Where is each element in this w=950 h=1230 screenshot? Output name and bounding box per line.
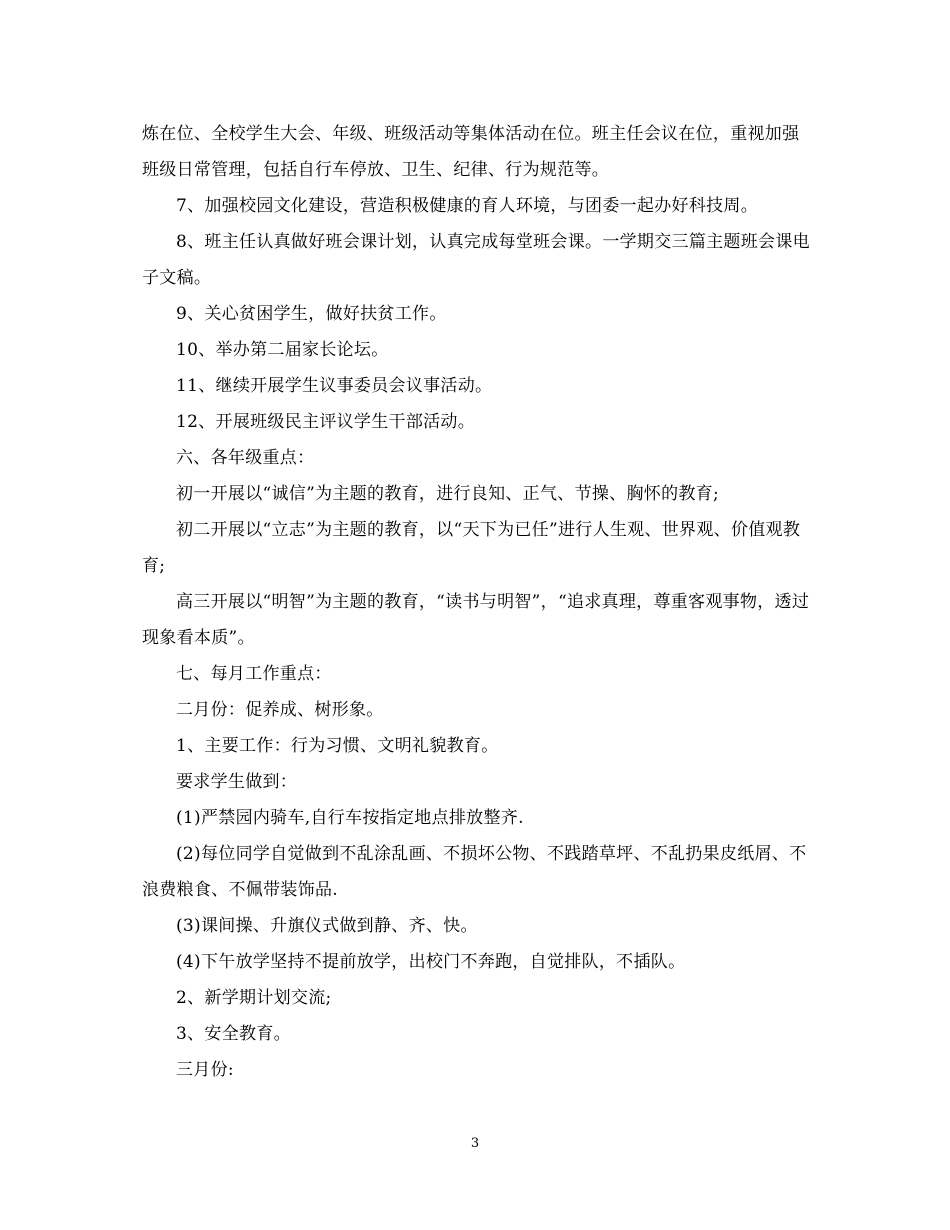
paragraph: 初一开展以“诚信”为主题的教育，进行良知、正气、节操、胸怀的教育; [176, 484, 720, 504]
paragraph: 7、加强校园文化建设，营造积极健康的育人环境，与团委一起办好科技周。 [176, 196, 759, 216]
paragraph: 炼在位、全校学生大会、年级、班级活动等集体活动在位。班主任会议在位，重视加强班级日常管理，包括自行车停放、卫生、纪律、行为规范等。 [142, 124, 800, 180]
section-heading: 六、各年级重点： [176, 448, 315, 468]
paragraph: 11、继续开展学生议事委员会议事活动。 [176, 376, 493, 396]
section-heading: 七、每月工作重点： [176, 664, 332, 684]
paragraph: (3)课间操、升旗仪式做到静、齐、快。 [176, 916, 478, 936]
paragraph: 三月份: [176, 1060, 234, 1080]
paragraph: (2)每位同学自觉做到不乱涂乱画、不损坏公物、不践踏草坪、不乱扔果皮纸屑、不浪费粮食、不佩带装饰品. [142, 844, 807, 900]
paragraph: 要求学生做到： [176, 772, 298, 792]
paragraph: 3、安全教育。 [176, 1024, 291, 1044]
page-number: 3 [470, 1136, 480, 1151]
paragraph: (1)严禁园内骑车,自行车按指定地点排放整齐. [176, 808, 524, 828]
paragraph: 8、班主任认真做好班会课计划，认真完成每堂班会课。一学期交三篇主题班会课电子文稿。 [142, 232, 810, 288]
paragraph: 10、举办第二届家长论坛。 [176, 340, 389, 360]
paragraph: 2、新学期计划交流; [176, 988, 332, 1008]
paragraph: 1、主要工作：行为习惯、文明礼貌教育。 [176, 736, 499, 756]
paragraph: 二月份：促养成、树形象。 [176, 700, 384, 720]
paragraph: 12、开展班级民主评议学生干部活动。 [176, 412, 476, 432]
document-body [142, 116, 810, 1088]
paragraph: 9、关心贫困学生，做好扶贫工作。 [176, 304, 447, 324]
paragraph: 高三开展以“明智”为主题的教育，“读书与明智”，“追求真理，尊重客观事物，透过现象看本质”。 [142, 592, 810, 648]
paragraph: 初二开展以“立志”为主题的教育，以“天下为已任”进行人生观、世界观、价值观教育; [142, 520, 801, 576]
paragraph: (4)下午放学坚持不提前放学，出校门不奔跑，自觉排队，不插队。 [176, 952, 686, 972]
